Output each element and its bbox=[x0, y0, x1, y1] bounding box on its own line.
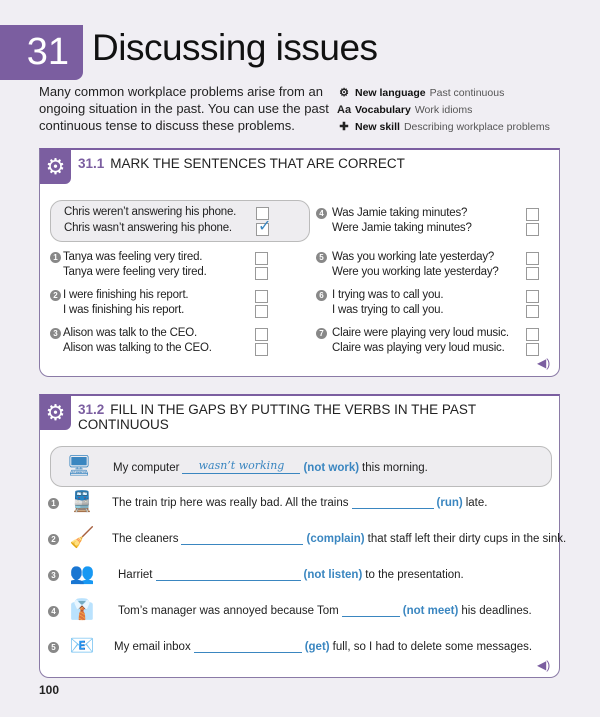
item-number: 3 bbox=[50, 328, 61, 339]
cleaners-icon: 🧹 bbox=[69, 527, 95, 549]
sentence-text: this morning. bbox=[362, 462, 428, 474]
checkbox-checked[interactable] bbox=[256, 218, 272, 236]
sentence-text: Harriet bbox=[118, 569, 153, 581]
sentence-option: Alison was talk to the CEO. bbox=[63, 327, 197, 339]
meta-value: Past continuous bbox=[429, 87, 505, 99]
sentence-text: The cleaners bbox=[112, 533, 179, 545]
item-number: 4 bbox=[316, 208, 327, 219]
item-number: 6 bbox=[316, 290, 327, 301]
manager-employee-icon: 👔 bbox=[69, 599, 95, 621]
sentence-option: Was you working late yesterday? bbox=[332, 251, 495, 263]
checkbox[interactable] bbox=[526, 208, 539, 221]
sentence-option: Was Jamie taking minutes? bbox=[332, 207, 468, 219]
exercise-title bbox=[78, 402, 559, 432]
sentence-option: I was trying to call you. bbox=[332, 304, 444, 316]
item-number: 4 bbox=[48, 606, 59, 617]
vocabulary-aa-icon: Aa bbox=[337, 104, 352, 116]
unit-number: 31 bbox=[26, 31, 69, 73]
answer-blank[interactable] bbox=[352, 494, 434, 509]
item-number: 2 bbox=[48, 534, 59, 545]
sentence-option: Chris weren’t answering his phone. bbox=[64, 206, 237, 218]
page-number: 100 bbox=[39, 683, 60, 697]
verb-hint: (not work) bbox=[303, 462, 360, 474]
sentence-option: Chris wasn’t answering his phone. bbox=[64, 222, 232, 234]
checkbox[interactable] bbox=[255, 267, 268, 280]
answer-blank[interactable]: wasn’t working bbox=[182, 459, 300, 474]
unit-number-tab bbox=[0, 25, 83, 80]
sentence-text: My computer bbox=[113, 462, 180, 474]
speaker-icon[interactable]: ◀) bbox=[537, 658, 551, 672]
verb-hint: (run) bbox=[436, 497, 463, 509]
checkbox[interactable] bbox=[255, 252, 268, 265]
sentence-text: full, so I had to delete some messages. bbox=[332, 641, 533, 653]
meta-value: Work idioms bbox=[414, 104, 473, 116]
speaker-icon[interactable]: ◀) bbox=[537, 356, 551, 370]
item-number: 5 bbox=[48, 642, 59, 653]
sentence-option: I was finishing his report. bbox=[63, 304, 185, 316]
sentence-text: to the presentation. bbox=[365, 569, 464, 581]
verb-hint: (not listen) bbox=[303, 569, 363, 581]
sentence-text: that staff left their dirty cups in the sink. bbox=[367, 533, 567, 545]
sentence-text: My email inbox bbox=[114, 641, 191, 653]
sentence-text: The train trip here was really bad. All the trains bbox=[112, 497, 349, 509]
meta-label: New skill bbox=[355, 121, 400, 133]
item-number: 7 bbox=[316, 328, 327, 339]
checkbox[interactable] bbox=[255, 305, 268, 318]
exercise-title bbox=[78, 156, 411, 171]
sentence-option: Claire was playing very loud music. bbox=[332, 342, 505, 354]
train-passengers-icon: 🚆 bbox=[69, 491, 95, 513]
checkbox[interactable] bbox=[526, 290, 539, 303]
sentence-option: Were Jamie taking minutes? bbox=[332, 222, 472, 234]
gears-icon: ⚙ bbox=[40, 396, 71, 430]
computer-worker-icon: 🖥 bbox=[66, 455, 92, 477]
answer-blank[interactable] bbox=[194, 638, 302, 653]
checkbox[interactable] bbox=[526, 267, 539, 280]
meta-label: New language bbox=[355, 87, 426, 99]
item-number: 2 bbox=[50, 290, 61, 301]
sentence-option: I trying was to call you. bbox=[332, 289, 444, 301]
checkbox[interactable] bbox=[255, 343, 268, 356]
item-number: 5 bbox=[316, 252, 327, 263]
verb-hint: (not meet) bbox=[402, 605, 459, 617]
exercise-heading: MARK THE SENTENCES THAT ARE CORRECT bbox=[110, 156, 405, 171]
sentence-option: Alison was talking to the CEO. bbox=[63, 342, 212, 354]
puzzle-person-icon: ✚ bbox=[339, 121, 349, 133]
sentence-option: I were finishing his report. bbox=[63, 289, 189, 301]
sentence-text: late. bbox=[465, 497, 488, 509]
exercise-number: 31.1 bbox=[78, 156, 105, 171]
verb-hint: (get) bbox=[304, 641, 330, 653]
sentence-text: his deadlines. bbox=[461, 605, 532, 617]
answer-blank[interactable] bbox=[181, 530, 303, 545]
verb-hint: (complain) bbox=[306, 533, 365, 545]
unit-meta bbox=[337, 85, 550, 136]
checkbox[interactable] bbox=[526, 252, 539, 265]
exercise-number: 31.2 bbox=[78, 402, 105, 417]
example-box bbox=[50, 200, 310, 242]
sentence-option: Tanya were feeling very tired. bbox=[63, 266, 207, 278]
example-box bbox=[50, 446, 552, 487]
email-desk-icon: 📧 bbox=[69, 635, 95, 657]
meta-label: Vocabulary bbox=[355, 104, 411, 116]
answer-blank[interactable] bbox=[342, 602, 400, 617]
sentence-option: Claire were playing very loud music. bbox=[332, 327, 509, 339]
answer-blank[interactable] bbox=[156, 566, 301, 581]
meta-value: Describing workplace problems bbox=[403, 121, 550, 133]
sentence-option: Were you working late yesterday? bbox=[332, 266, 499, 278]
sentence-option: Tanya was feeling very tired. bbox=[63, 251, 203, 263]
exercise-31-1 bbox=[39, 148, 560, 377]
page-title: Discussing issues bbox=[92, 27, 378, 68]
exercise-31-2 bbox=[39, 394, 567, 678]
check-icon: ✓ bbox=[258, 218, 272, 235]
checkbox[interactable] bbox=[526, 305, 539, 318]
sentence-text: Tom’s manager was annoyed because Tom bbox=[118, 605, 339, 617]
example-sentence bbox=[113, 459, 428, 474]
gears-icon: ⚙ bbox=[339, 87, 349, 99]
item-number: 3 bbox=[48, 570, 59, 581]
checkbox[interactable] bbox=[255, 328, 268, 341]
checkbox[interactable] bbox=[526, 328, 539, 341]
checkbox[interactable] bbox=[526, 223, 539, 236]
checkbox[interactable] bbox=[255, 290, 268, 303]
exercise-heading: FILL IN THE GAPS BY PUTTING THE VERBS IN THE PAST CONTINUOUS bbox=[78, 402, 476, 432]
gears-icon: ⚙ bbox=[40, 150, 71, 184]
item-number: 1 bbox=[48, 498, 59, 509]
presentation-audience-icon: 👥 bbox=[69, 563, 95, 585]
checkbox[interactable] bbox=[526, 343, 539, 356]
item-number: 1 bbox=[50, 252, 61, 263]
intro-text: Many common workplace problems arise from an ongoing situation in the past. You can use the past continuous tense to discuss these problems. bbox=[39, 84, 329, 133]
